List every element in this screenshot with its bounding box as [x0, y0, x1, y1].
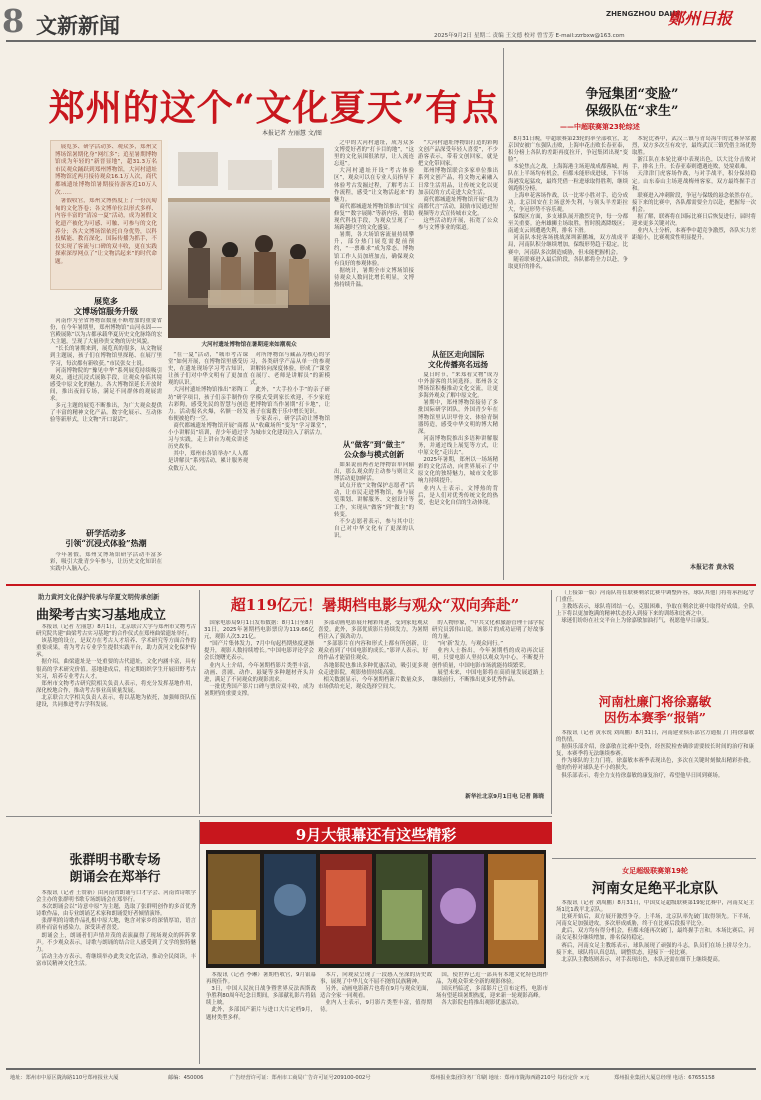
lead-box: [50, 140, 162, 290]
right-headline: 争冠集团“变脸” 保级队伍“求生”: [585, 87, 679, 119]
footer-print: 郑州报业集团印务厂印刷 地址：郑州市陇海西路210号 每份定价 ×元: [430, 1075, 590, 1081]
right-col2-text: 本轮比赛中，武汉三镇与青岛海牛的比赛异常激烈，双方多次互有攻守，最终武汉三镇凭借主场优势取胜。 浙江队在本轮比赛中表现出色，以大比分击败对手，排名上升。长春亚泰则遭遇连败，处境艰难。 天津津门虎客场作战，与对手战平，积分保持稳定。山东泰山主场迎战梅州客家，双方最终握手言和。 联赛进入冲刺阶段，争冠与保级的悬念依然存在。接下来的比赛中，各队都需要全力以赴，把握每一次机会。 据了解，联赛将在国际比赛日后恢复进行，届时将迎来更多关键对决。 业内人士分析，本赛季中超竞争激烈，各队实力差距缩小，比赛观赏性明显提升。: [632, 136, 756, 242]
right-subtitle: ——中超联赛第23轮综述: [560, 123, 640, 131]
date-line: 2025年9月2日 星期二 责编 王文德 校对 曾雪芳 E-mail:zzrbxw@163.com: [434, 33, 625, 39]
main-col5b-text: 夏日时节，“来郑看文物”成为中外游客的共同选择。郑州各文博场馆积极推动文化交流，让更多海外观众了解中原文化。 暑期中，郑州博物馆接待了多批国际研学团队，外国青少年在博物馆里认识甲骨文、体验青铜器铸造，感受中华文明的博大精深。 河南博物院推出多语种讲解服务，并通过线上展览等方式，让中原文化“走出去”。 2025年暑期，郑州以一场场精彩的文化活动，向世界展示了中原文化的独特魅力，城市文化影响力持续提升。 业内人士表示，文博热的背后，是人们对优秀传统文化的热爱，也是文化自信的生动体现。: [418, 372, 498, 506]
horizontal-divider-1: [6, 584, 756, 586]
bottom-center-col2: 本片，向观众呈现了一段感人至深的历史故事，展现了中华儿女不屈不挠的民族精神。 另外，动画电影新片也将在9月与观众见面，适合全家一同观看。 业内人士表示，9月影片类型丰富，值得期待。: [320, 972, 432, 1014]
bottom-right-lead: 本报讯（记者 刘周鹏）8月31日，中国女足超级联赛第19轮比赛中，河南女足主场1比1战平北京队。: [556, 900, 754, 914]
footer-ad-license: 广告经营许可证：郑州市工商局广告许可证号209100-002号: [230, 1075, 371, 1081]
photo-illustration: [168, 140, 330, 338]
mid-center-byline: 新华社北京9月1日电 记者 陈晓: [465, 794, 544, 800]
mid-left-lead: 本报讯（记者 左丽慧）8月1日，北京联合大学与郑州市文物考古研究院共建“曲梁考古实习基地”的合作仪式在郑州曲梁遗址举行。: [36, 624, 196, 638]
subhead-participation: 从“做客”到“做主” 公众参与模式创新: [342, 440, 406, 459]
subhead-exhibitions: 展览多 文博场馆服务升级: [74, 296, 138, 316]
right-col1-text: 8月31日晚，中超联赛第23轮的率全部收官，北京国安被广东强队击败，上海申花击败长春亚泰，积分榜上各队的差距再度拉开，争冠集团出现“变脸”。 本轮焦点之战，上海海港主场迎战成都蓉城，两队在上半场均有机会，但都未能形成进球，下半场海港发起猛攻，最终凭借一粒进球取得胜利，继续领跑积分榜。 上海申花客场作战，以一比零小胜对手，追分成功。北京国安在主场意外失利，与领头羊差距拉大，争冠形势不容乐观。 保级区方面，多支球队展开激烈竞争，每一分都至关重要。沧州雄狮主场取胜，暂时脱离降级区；南通支云则遭遇失利，排名下滑。 河南队本轮客场挑战深圳新鹏城，双方战成平局，河南队积分继续增加，保级形势趋于稳定。比赛中，河南队多次制造威胁，但未能把握机会。 随着联赛进入最后阶段，各队都将全力以赴，争取更好的排名。: [508, 136, 628, 270]
bottom-divider-a: [199, 820, 200, 1064]
main-headline: 郑州的这个“文化夏天”有点: [48, 87, 500, 129]
main-col2-text: “在一夏”活动，“城市考古课堂”如何开展，在博物馆里感受历史，在遗址现场学习考古知识，让孩子们对中华文明有了更加直观的认识。 大河村遗址博物馆推出“彩陶工坊”研学项目，孩子们亲手制作仿古彩陶，感受先民的智慧与创造力。活动报名火爆，名额一经发布便被抢约一空。 商代都城遗址博物馆开展“商都小小讲解员”培训，青少年通过学习与实践，走上讲台为观众讲述历史故事。 其中，郑州市各馆举办“人人都是讲解员”系列活动，累计服务观众数万人次。: [168, 352, 248, 472]
bottom-left-lead: 本报讯（记者 王赞新）由河南省朗诵与口才学会、河南省诗歌学会主办的张群明书歌专场朗诵会在郑举行。: [36, 890, 196, 904]
subhead-study-tours: 研学活动多 引领“沉浸式体验”热潮: [65, 528, 147, 548]
horizontal-divider-2: [6, 816, 552, 817]
bottom-center-col1: 本报讯（记者 李琳）暑期档收官，9月银幕再现佳作。 3日，中国人民抗日战争暨世界反法西斯战争胜利80周年纪念日期间，多部献礼影片将陆续上映。 此外，多部国产新片与进口大片定档9月，题材类型多样。: [206, 972, 316, 1021]
bottom-right-kicker: 女足超级联赛第19轮: [622, 867, 688, 875]
page-header: [0, 0, 761, 42]
bottom-center-lead: 本报讯（记者 李琳）暑期档收官，9月银幕再现佳作。: [206, 972, 316, 986]
bottom-center-col3: 国，使世界已近一部具有本地文化特色的作品，为观众带来全新的观影体验。 国庆档临近，多部影片已宣布定档，电影市场有望延续暑期热度，迎来新一轮观影高峰。 各大影院也将推出观影优惠活动。: [436, 972, 548, 1007]
main-col4b-text: 如果说前两者是博物馆单向输出，那么观众的主动参与则让文博活动更加鲜活。 试点开放“文物保护志愿者”活动，让市民走进博物馆，参与展览策划、讲解服务、文创设计等工作，实现从“做客”到“做主”的转变。 不少志愿者表示，参与其中让自己对中华文化有了更深的认识。: [334, 462, 414, 539]
movie-posters-illustration: [206, 850, 546, 968]
mid-center-col2: 多部动画电影展开精彩角逐，受到家庭观众喜爱。此外，多部优质影片持续发力，为暑期档注入了强劲动力。 “多部影片在内容和形式上都有所创新，让观众看到了中国电影的成长。”影评人表示，好的作品才能留住观众。 各地影院也推出多种优惠活动，吸引更多观众走进影院，观影热情持续高涨。 相关数据显示，今年暑期档新片数量众多，市场供给充足，观众选择空间大。: [318, 620, 428, 690]
mid-right-text: 本报讯（记者 黄永锐 刘周鹏）8月31日，河南建业俱乐部官方通报了门将徐嘉敏的伤情。 据俱乐部介绍，徐嘉敏在比赛中受伤，经医院检查确诊需要较长时间的治疗和康复，本赛季将无法继续参赛。 作为球队的主力门将，徐嘉敏本赛季表现出色，多次在关键时刻做出精彩扑救。他的伤停对球队是不小的损失。 俱乐部表示，将全力支持徐嘉敏的康复治疗，希望他早日回到赛场。: [556, 730, 754, 779]
mid-left-headline: 曲梁考古实习基地成立: [36, 608, 167, 623]
subhead-international: 从征区走向国际 文化传播亮名远扬: [428, 350, 488, 369]
lead-paragraph: 展览多、研学活动多、观众多，郑州文博场馆暑期化身“网红多”；追星暑期博物馆成为年轻的“新晋显地”，超31.3万名市民观众踊跃到郑州博物馆，大河村遗址博物馆近两月接待观众16.1万人次，商代都城遗址博物馆暑期接待游客近10万人次……: [55, 144, 157, 196]
mid-right-text-2: （上接第一版）河南队将在联赛剩余比赛中调整阵容，球队其他门将将承担起守门重任。 主教练表示，球队将团结一心，克服困难，争取在剩余比赛中取得好成绩。全队上下将以更加饱满的精神状态投入到接下来的训练和比赛之中。 球迷们纷纷在社交平台上为徐嘉敏加油打气，祝愿他早日康复。: [556, 590, 754, 625]
bottom-center-headline: 9月大银幕还有这些精彩: [295, 826, 457, 844]
section-name: 文新新闻: [36, 13, 120, 38]
photo-caption: 大河村遗址博物馆在暑期迎来如潮观众: [201, 342, 297, 348]
main-col1b-text: 今年暑假，郑州文博场馆研学活动丰富多彩，吸引大批青少年参与，让历史文化知识在实践中入脑入心。: [50, 552, 162, 573]
bottom-right-top-rule: [552, 858, 756, 859]
mid-center-headline: 超119亿元！暑期档电影与观众“双向奔赴”: [230, 596, 520, 614]
main-col3-text: 对所博物馆与藏品为核心的学习，各类研学产品从单一的参观讲解转向深度体验，形成了“课堂在展厅、老师是讲解员”的新模式。 此外，“大手拉小手”的亲子研学模式受到家长欢迎，不少家庭把博物馆当作暑期“打卡地”，让孩子在寓教于乐中增长见识。 专家表示，研学活动让博物馆从“收藏场所”变为“学习课堂”，为城市文化建设注入了新活力。: [250, 352, 330, 437]
mid-divider-b: [551, 590, 552, 814]
mid-left-text: 本报讯（记者 左丽慧）8月1日，北京联合大学与郑州市文物考古研究院共建“曲梁考古实习基地”的合作仪式在郑州曲梁遗址举行。 该基地的设立，是双方在考古人才培养、学术研究等方面合作的重要成果，将为考古专业学生提供实践平台，助力黄河文化保护传承。 据介绍，曲梁遗址是一处重要的古代遗址，文化内涵丰富，具有很高的学术研究价值。基地建成后，将定期组织学生开展田野考古实习，培养专业考古人才。 郑州市文物考古研究院相关负责人表示，将充分发挥基地作用，深化校地合作，推动考古事业高质量发展。 北京联合大学相关负责人表示，将以基地为依托，加强师资队伍建设，共同推进考古学科发展。: [36, 624, 196, 709]
main-col1-text: 河南作为全省博物馆数量不断增加的重要省份，在今年暑期里，郑州博物馆“山河永固——宫殿展陈”以为古都承载华夏历史文化脉络的宏大主题，呈现了大量珍贵文物的历史风貌。 “长长的暑期来到，展览真的很多，从文物展到主题展，孩子们在博物馆里探秘、在展厅里学习，每次都有新收获。”市民张女士说。 河南博物院的“豫见中华”系列展览持续吸引观众，通过沉浸式展陈手段，让观众身临其境感受中原文化的魅力。各大博物馆延长开放时间，推出夜间专场，满足不同群体的观展需求。 多元主题的展览不断推出，为广大观众提供了丰富的精神文化产品。数字化展示、互动体验等新形式，让文物“开口说话”。: [50, 318, 162, 424]
right-byline: 本报记者 黄永锐: [690, 564, 735, 571]
movie-posters-photo: [206, 850, 546, 968]
main-col4-text: 之中的大河村遗址，成为众多文博爱好者的“打卡目的地”，“这里的文化氛围很浓厚，让人流连忘返”。 大河村遗址开设“考古体验区”，观众可以在专业人员指导下体验考古发掘过程，了解考古工作流程，感受“让文物活起来”的魅力。 商代都城遗址博物馆推出“国宝修复”“数字展陈”等新内容，借助现代科技手段，为观众呈现了一场跨越时空的文化盛宴。 暑期，各大场馆客流量持续攀升，部分热门展览需提前预约，“一票难求”成为常态。博物馆工作人员加班加点，确保观众有良好的参观体验。 据统计，暑期全市文博场馆接待观众人数同比增长明显，文博热持续升温。: [334, 140, 414, 288]
footer-phone: 郑州报业集团大厦总经理 电话：67655158: [614, 1075, 715, 1081]
mid-right-headline: 河南杜廉门将徐嘉敏 因伤本赛季“报销”: [598, 694, 712, 725]
header-rule: [6, 40, 756, 42]
lead-paragraph-2: 暑假收官，郑州文博热度上了一份沉甸甸的文化答卷；各文博单位以形式多样、内容丰富的“清凉一夏”活动，成为暑假文化遗产被化为可感、可触、可参与的文化养分；各大文博场馆依托自身优势，以科技赋能、教育深化、国际传播为抓手，不仅实现了客流与口碑的双丰收，更在实践探索深厚网点了“让文物活起来”的时代命题。: [55, 198, 157, 265]
page-number: 8: [2, 2, 25, 40]
mid-divider-a: [199, 590, 200, 814]
bottom-right-headline: 河南女足绝平北京队: [592, 881, 718, 897]
mid-left-kicker: 助力黄河文化保护传承与华夏文明传承创新: [38, 593, 160, 601]
main-col5-text: “大河村遗址博物馆打造的彩陶文创产品深受年轻人喜爱”，不少游客表示，带着文创回家，就是把文化带回家。 郑州博物馆联合多家单位推出系列文创产品，将文物元素融入日常生活用品，让传统文化以更加亲民的方式走进大众生活。 商代都城遗址博物馆开展“我为商都代言”活动，鼓励市民通过短视频等方式宣传城市文化。 这些活动的开展，拓宽了公众参与文博事业的渠道。: [418, 140, 498, 232]
footer: [10, 1074, 756, 1086]
footer-rule: [6, 1068, 756, 1070]
paper-logo: 鄭州日报: [668, 9, 733, 28]
main-byline: 本报记者 左丽慧 文/图: [262, 130, 322, 137]
mid-center-col3: 的人物形象，“中共文化和旅游管理干部学院研究员郭伟山说。该影片的成功证明了好故事的力量。 “向‘新’发力，与观众同行。” 业内人士指出，今年暑期档的成功再次证明，只要电影人坚持以观众为中心，不断提升创作质量，中国电影市场就能持续繁荣。 展望未来，中国电影将在高质量发展道路上继续前行，不断推出更多优秀作品。: [432, 620, 544, 683]
bottom-left-headline: 张群明书歌专场 朗诵会在郑举行: [69, 853, 161, 885]
paper-latin-name: ZHENGZHOU DAILY: [606, 10, 681, 18]
footer-zip: 邮编：450006: [168, 1075, 204, 1081]
main-story-right-divider: [503, 48, 504, 580]
bottom-right-text: 本报讯（记者 刘周鹏）8月31日，中国女足超级联赛第19轮比赛中，河南女足主场1比1战平北京队。 比赛开始后，双方展开激烈争夺。上半场，北京队率先破门取得领先。下半场，河南女足加强进攻，多次形成威胁，终于在比赛后段扳平比分。 此后，双方均有得分机会，但都未能再次破门，最终握手言和。本场比赛后，河南女足积分继续增加，排名保持稳定。 赛后，河南女足主教练表示，球队展现了顽强的斗志，队员们在场上拼尽全力。接下来，球队将认真总结，调整状态，迎接下一轮比赛。 北京队主教练则表示，对手表现出色，本队还需在细节上继续提高。: [556, 900, 754, 963]
mid-right-lead: 本报讯（记者 黄永锐 刘周鹏）8月31日，河南建业俱乐部官方通报了门将徐嘉敏的伤情。: [556, 730, 754, 744]
bottom-left-text: 本报讯（记者 王赞新）由河南省朗诵与口才学会、河南省诗歌学会主办的张群明书歌专场朗诵会在郑举行。 本次朗诵会以“诗意中原”为主题，选取了张群明创作的多首优秀诗歌作品，由专业朗诵艺术家和朗诵爱好者倾情演绎。 张群明的诗歌作品扎根中原大地，饱含对家乡的深情厚谊，语言质朴而富有感染力，深受读者喜爱。 朗诵会上，朗诵者们声情并茂的表演赢得了现场观众的阵阵掌声。不少观众表示，诗歌与朗诵的结合让人感受到了文学的独特魅力。 活动主办方表示，将继续举办此类文化活动，推动全民阅读，丰富市民精神文化生活。: [36, 890, 196, 967]
mid-center-col1: 国家电影局9月1日发布数据：8月1日至8月31日，2025年暑期档电影票房为119.66亿元，观影人次3.21亿。 “国产片集体发力，7月中旬起档期热度逐渐提升，观影人数持续增长。”中国电影评论学会会长饶曙光表示。 业内人士介绍，今年暑期档影片类型丰富，动画、喜剧、动作、悬疑等多种题材齐头并进，满足了不同观众的观影需求。 一批优秀国产影片口碑与票房双丰收，成为暑期档的重要支撑。: [204, 620, 314, 697]
footer-address: 地址：郑州市中原区陇海路110号郑州报业大厦: [10, 1075, 119, 1081]
museum-visitors-photo: [168, 140, 330, 338]
